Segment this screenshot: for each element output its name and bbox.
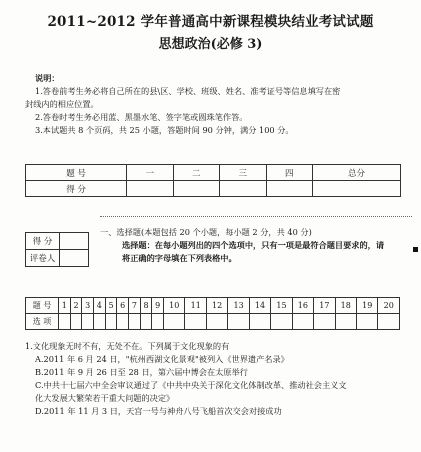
margin-mark: [413, 247, 418, 252]
answer-number-cell: 13: [228, 298, 249, 314]
question-stem: 1.文化现象无时不有，无处不在。下列属于文化现象的有: [25, 341, 230, 351]
score-header-cell: 三: [220, 165, 266, 181]
score-table-header-row: [26, 165, 401, 181]
score-header-cell: 二: [173, 165, 219, 181]
answer-number-cell: 12: [206, 298, 227, 314]
answer-number-cell: 14: [249, 298, 270, 314]
instruction-line: 1.答卷前考生务必将自己所在的县\区、学校、班级、姓名、准考证号等信息填写在密: [35, 86, 341, 96]
answer-option-cell[interactable]: [206, 314, 227, 330]
answer-option-cell[interactable]: [335, 314, 356, 330]
answer-option-cell[interactable]: [129, 314, 141, 330]
section-title: 一、选择题(本题包括 20 个小题，每小题 2 分，共 40 分): [100, 227, 312, 237]
instructions: [25, 72, 410, 137]
score-cell[interactable]: [127, 181, 173, 197]
question-option-d: D.2011 年 11 月 3 日，天宫一号与神舟八号飞船首次交会对接成功: [35, 406, 282, 416]
instruction-line: 3.本试题共 8 个页码，共 25 小题，答题时间 90 分钟，满分 100 分。: [35, 125, 294, 135]
answer-option-cell[interactable]: [164, 314, 185, 330]
question-option-c-continued: 化大发展大繁荣若干重大问题的决定》: [35, 393, 175, 403]
answer-option-cell[interactable]: [140, 314, 152, 330]
section-one: [100, 226, 412, 265]
answer-option-cell[interactable]: [105, 314, 117, 330]
answer-number-cell: 2: [70, 298, 82, 314]
answer-option-label: 选 项: [26, 314, 59, 330]
answer-option-cell[interactable]: [117, 314, 129, 330]
grader-score-cell[interactable]: [60, 233, 89, 250]
score-cell[interactable]: [266, 181, 312, 197]
answer-number-cell: 6: [117, 298, 129, 314]
answer-number-cell: 3: [82, 298, 94, 314]
score-cell[interactable]: [312, 181, 400, 197]
answer-table: [25, 297, 400, 330]
answer-option-cell[interactable]: [228, 314, 249, 330]
answer-option-cell[interactable]: [82, 314, 94, 330]
score-header-cell: 一: [127, 165, 173, 181]
answer-number-cell: 19: [356, 298, 377, 314]
answer-option-cell[interactable]: [94, 314, 106, 330]
score-table: [25, 164, 401, 197]
question-option-b: B.2011 年 9 月 26 日至 28 日，第六届中博会在太原举行: [35, 367, 248, 377]
answer-option-cell[interactable]: [314, 314, 335, 330]
dotted-divider: [100, 216, 412, 217]
answer-number-cell: 8: [140, 298, 152, 314]
answer-number-cell: 4: [94, 298, 106, 314]
answer-number-cell: 15: [271, 298, 292, 314]
exam-title: 2011~2012 学年普通高中新课程模块结业考试试题: [47, 14, 374, 30]
answer-option-cell[interactable]: [59, 314, 71, 330]
answer-number-cell: 10: [164, 298, 185, 314]
answer-option-cell[interactable]: [356, 314, 377, 330]
score-row-label: 得 分: [26, 181, 127, 197]
answer-option-cell[interactable]: [152, 314, 164, 330]
answer-option-cell[interactable]: [249, 314, 270, 330]
grader-score-label: 得 分: [26, 233, 60, 250]
exam-subtitle: 思想政治(必修 3): [158, 37, 263, 52]
grader-name-cell[interactable]: [60, 250, 89, 267]
answer-option-cell[interactable]: [70, 314, 82, 330]
section-instruction: 选择题：在每小题列出的四个选项中，只有一项是最符合题目要求的，请: [122, 240, 385, 250]
answer-option-cell[interactable]: [185, 314, 206, 330]
answer-number-cell: 5: [105, 298, 117, 314]
instructions-heading: 说明：: [35, 73, 60, 83]
answer-option-row: [26, 314, 400, 330]
answer-number-cell: 9: [152, 298, 164, 314]
score-header-cell: 总分: [312, 165, 400, 181]
answer-option-cell[interactable]: [271, 314, 292, 330]
instruction-line: 2.答卷时考生务必用蓝、黑墨水笔、签字笔或圆珠笔作答。: [35, 112, 248, 122]
answer-option-cell[interactable]: [292, 314, 313, 330]
answer-number-label: 题 号: [26, 298, 59, 314]
score-cell[interactable]: [220, 181, 266, 197]
score-header-cell: 四: [266, 165, 312, 181]
answer-number-cell: 16: [292, 298, 313, 314]
grader-box: [25, 232, 89, 267]
answer-option-cell[interactable]: [378, 314, 400, 330]
score-table-score-row: [26, 181, 401, 197]
answer-number-cell: 7: [129, 298, 141, 314]
score-cell[interactable]: [173, 181, 219, 197]
section-instruction: 将正确的字母填在下列表格中。: [122, 253, 237, 263]
answer-number-cell: 11: [185, 298, 206, 314]
answer-number-cell: 1: [59, 298, 71, 314]
answer-number-row: [26, 298, 400, 314]
answer-number-cell: 18: [335, 298, 356, 314]
question-1: [25, 340, 415, 418]
answer-number-cell: 20: [378, 298, 400, 314]
score-header-cell: 题 号: [26, 165, 127, 181]
instruction-line: 封线内的相应位置。: [25, 99, 99, 109]
question-option-c: C.中共十七届六中全会审议通过了《中共中央关于深化文化体制改革、推动社会主义文: [35, 380, 347, 390]
answer-number-cell: 17: [314, 298, 335, 314]
grader-name-label: 评卷人: [26, 250, 60, 267]
question-option-a: A.2011 年 6 月 24 日，"杭州西湖文化景观"被列入《世界遗产名录》: [35, 354, 289, 364]
